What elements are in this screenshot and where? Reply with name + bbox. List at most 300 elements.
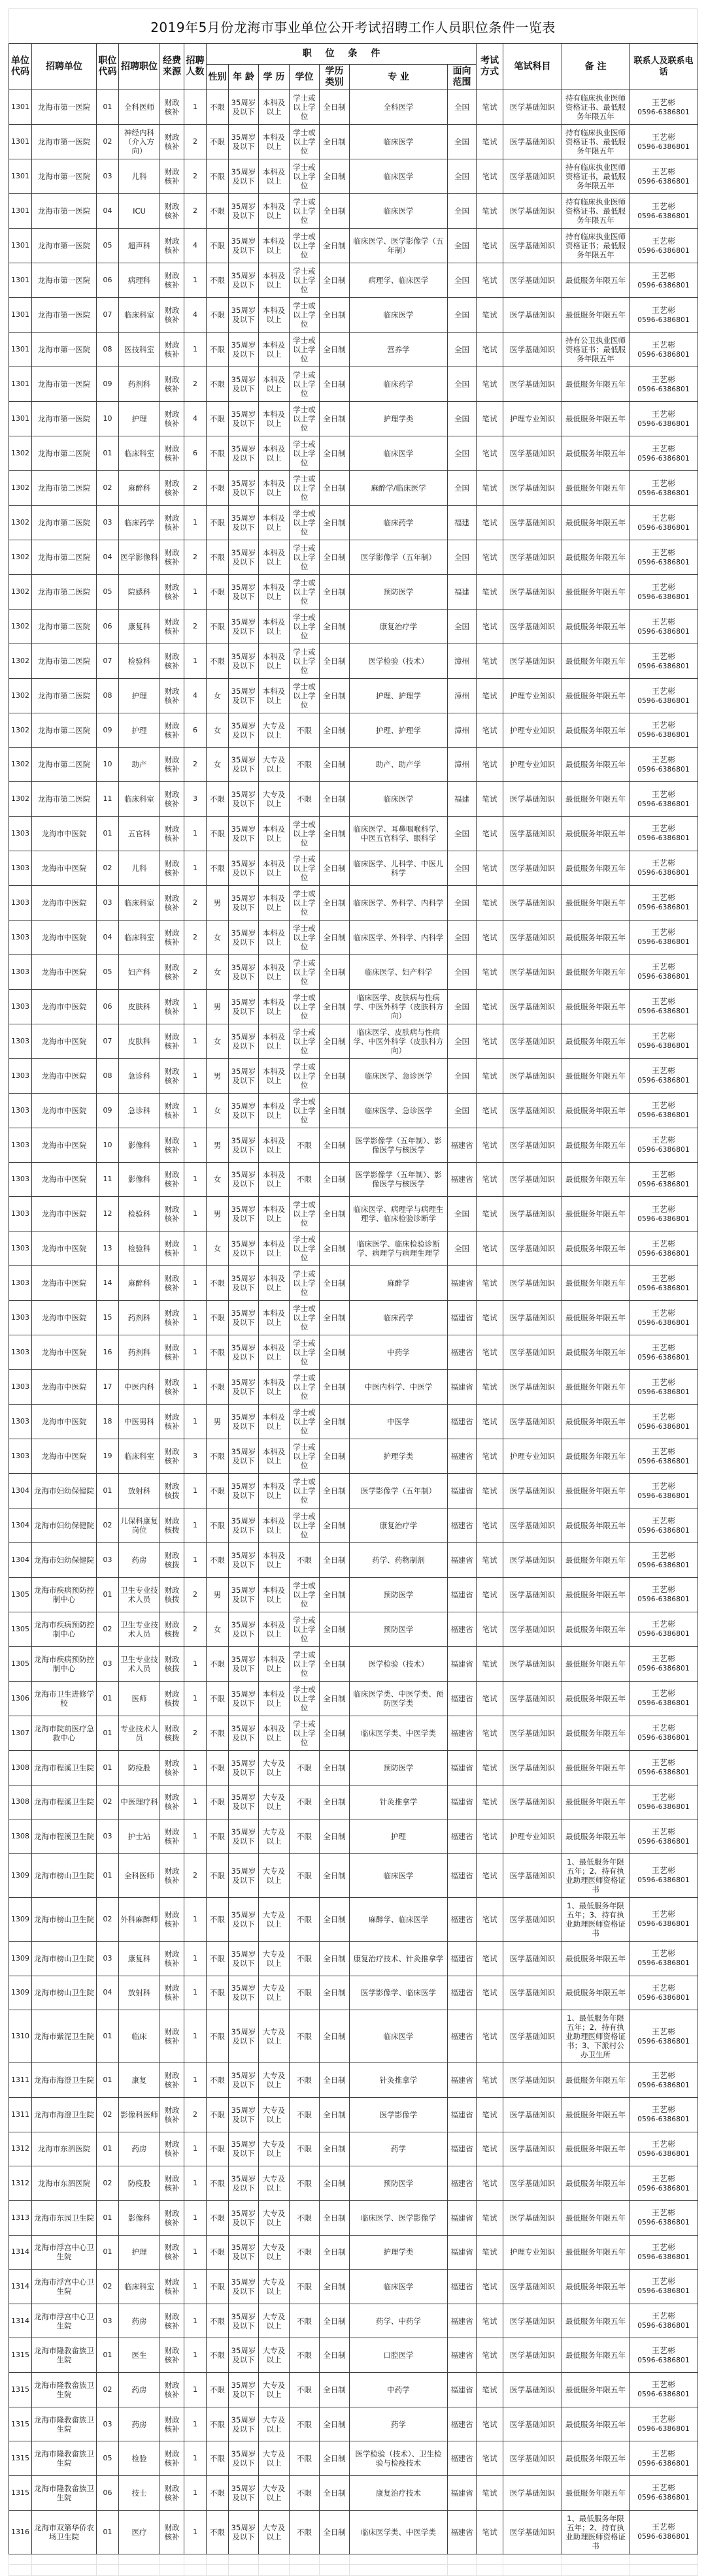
contact-cell [630,954,698,989]
subject-cell: 护理专业知识 [503,713,562,748]
funding-cell: 财政核补 [160,1335,184,1370]
contact-cell [630,2010,698,2063]
education-cell: 本科及以上 [259,1266,290,1301]
contact-name: 王艺彬 [652,858,676,868]
count-cell: 1 [184,1335,207,1370]
major-cell: 预防医学 [350,2166,448,2201]
subject-cell: 医学基础知识 [503,1785,562,1819]
post-code-cell: 02 [97,2097,119,2132]
table-row [9,1646,698,1681]
exam-cell: 笔试 [477,1543,503,1578]
exam-cell: 笔试 [477,402,503,436]
table-row [9,1093,698,1128]
major-cell: 临床医学 [350,2010,448,2063]
funding-cell: 财政核补 [160,367,184,402]
major-cell: 康复治疗技术 [350,2476,448,2511]
major-cell: 医学影像学、临床医学 [350,1976,448,2010]
contact-cell [630,747,698,782]
unit-code-cell: 1303 [9,851,32,885]
contact-name: 王艺彬 [652,1983,676,1993]
unit-cell: 龙海市东泗医院 [32,2166,97,2201]
contact-cell [630,989,698,1024]
scope-cell: 全国 [448,436,477,471]
table-row [9,1716,698,1750]
table-row [9,1405,698,1439]
post-cell: 院感科 [119,575,160,610]
age-cell: 35周岁及以下 [229,1439,259,1474]
table-row [9,1231,698,1266]
gender-cell: 不限 [207,90,229,125]
scope-cell: 全国 [448,920,477,954]
post-cell: 中医男科 [119,1405,160,1439]
exam-cell: 笔试 [477,575,503,610]
edu-type-cell: 全日制 [320,90,350,125]
note-cell: 最低服务年限五年 [562,1058,630,1093]
education-cell: 本科及以上 [259,125,290,159]
unit-cell: 龙海市中医院 [32,954,97,989]
edu-type-cell: 全日制 [320,1716,350,1750]
unit-cell: 龙海市中医院 [32,1301,97,1335]
funding-cell: 财政核补 [160,2270,184,2304]
note-cell: 最低服务年限五年 [562,1612,630,1646]
contact-phone: 0596-6386801 [637,316,690,324]
table-row [9,782,698,817]
major-cell: 医学影像学 [350,2097,448,2132]
funding-cell: 财政核拨 [160,1646,184,1681]
table-row [9,2441,698,2476]
gender-cell: 女 [207,1612,229,1646]
note-cell: 最低服务年限五年 [562,1474,630,1508]
education-cell: 本科及以上 [259,851,290,885]
degree-cell: 学士或以上学位 [290,1093,320,1128]
exam-cell: 笔试 [477,506,503,540]
table-row [9,610,698,644]
contact-phone: 0596-6386801 [637,281,690,289]
subject-cell: 医学基础知识 [503,1681,562,1716]
table-row [9,2476,698,2511]
major-cell: 临床医学、皮肤病与性病学、中医外科学（皮肤科方向） [350,1024,448,1058]
note-cell: 最低服务年限五年 [562,367,630,402]
subject-cell: 医学基础知识 [503,263,562,298]
scope-cell: 福建省 [448,2200,477,2235]
contact-cell [630,1577,698,1612]
funding-cell: 财政核补 [160,782,184,817]
contact-cell [630,1266,698,1301]
major-cell: 临床医学、妇产科学 [350,954,448,989]
contact-phone: 0596-6386801 [637,2287,690,2296]
header-post-code: 职位代码 [97,44,119,90]
exam-cell: 笔试 [477,644,503,679]
table-row [9,954,698,989]
exam-cell: 笔试 [477,1612,503,1646]
post-code-cell: 16 [97,1335,119,1370]
scope-cell: 全国 [448,90,477,125]
gender-cell: 不限 [207,610,229,644]
unit-cell: 龙海市浮宫中心卫生院 [32,2304,97,2338]
note-cell: 最低服务年限五年 [562,1128,630,1162]
funding-cell: 财政核补 [160,159,184,194]
subject-cell: 医学基础知识 [503,229,562,263]
subject-cell: 医学基础知识 [503,2304,562,2338]
age-cell: 35周岁及以下 [229,1612,259,1646]
table-row [9,402,698,436]
contact-cell [630,816,698,851]
post-code-cell: 09 [97,367,119,402]
edu-type-cell: 全日制 [320,1646,350,1681]
major-cell: 针灸推拿学 [350,1785,448,1819]
age-cell: 35周岁及以下 [229,2200,259,2235]
unit-code-cell: 1301 [9,402,32,436]
exam-cell: 笔试 [477,2270,503,2304]
count-cell: 1 [184,1370,207,1405]
edu-type-cell: 全日制 [320,2476,350,2511]
table-row [9,2132,698,2166]
edu-type-cell: 全日制 [320,1197,350,1231]
scope-cell: 漳州 [448,713,477,748]
education-cell: 本科及以上 [259,1024,290,1058]
unit-code-cell: 1301 [9,125,32,159]
education-cell: 本科及以上 [259,644,290,679]
exam-cell: 笔试 [477,1508,503,1543]
post-cell: 临床科室 [119,782,160,817]
contact-phone: 0596-6386801 [637,593,690,601]
contact-cell [630,1853,698,1897]
funding-cell: 财政核补 [160,1785,184,1819]
post-code-cell: 17 [97,1370,119,1405]
major-cell: 中药学 [350,2373,448,2407]
post-code-cell: 19 [97,1439,119,1474]
education-cell: 本科及以上 [259,159,290,194]
contact-name: 王艺彬 [652,1412,676,1422]
post-cell: 药房 [119,2132,160,2166]
education-cell: 本科及以上 [259,954,290,989]
contact-name: 王艺彬 [652,201,676,211]
unit-code-cell: 1301 [9,367,32,402]
education-cell: 本科及以上 [259,471,290,506]
exam-cell: 笔试 [477,194,503,229]
count-cell: 1 [184,2373,207,2407]
note-cell: 最低服务年限五年 [562,713,630,748]
scope-cell: 福建省 [448,1853,477,1897]
unit-cell: 龙海市院前医疗急救中心 [32,1716,97,1750]
unit-cell: 龙海市妇幼保健院 [32,1543,97,1578]
major-cell: 预防医学 [350,1612,448,1646]
count-cell: 2 [184,747,207,782]
degree-cell: 学士或以上学位 [290,1577,320,1612]
post-code-cell: 02 [97,2373,119,2407]
major-cell: 预防医学 [350,575,448,610]
table-row [9,2270,698,2304]
post-cell: 妇产科 [119,954,160,989]
edu-type-cell: 全日制 [320,1577,350,1612]
header-age: 年 龄 [229,65,259,90]
unit-code-cell: 1303 [9,1266,32,1301]
age-cell: 35周岁及以下 [229,954,259,989]
post-cell: 检验科 [119,644,160,679]
post-cell: 护士站 [119,1819,160,1854]
education-cell: 大专及以上 [259,2235,290,2270]
contact-cell [630,713,698,748]
funding-cell: 财政核补 [160,1976,184,2010]
header-subject: 笔试科目 [503,44,562,90]
degree-cell: 不限 [290,782,320,817]
major-cell: 麻醉学 [350,1266,448,1301]
empty-row [9,2554,698,2565]
unit-cell: 龙海市中医院 [32,1439,97,1474]
exam-cell: 笔试 [477,989,503,1024]
edu-type-cell: 全日制 [320,2270,350,2304]
table-row [9,851,698,885]
note-cell: 最低服务年限五年 [562,1301,630,1335]
table-row [9,1439,698,1474]
gender-cell: 不限 [207,644,229,679]
note-cell: 最低服务年限五年 [562,885,630,920]
contact-name: 王艺彬 [652,1620,676,1629]
unit-code-cell: 1303 [9,1058,32,1093]
age-cell: 35周岁及以下 [229,851,259,885]
degree-cell: 学士或以上学位 [290,159,320,194]
scope-cell: 福建省 [448,2270,477,2304]
post-cell: 药剂科 [119,1301,160,1335]
major-cell: 临床医学 [350,1853,448,1897]
age-cell: 35周岁及以下 [229,713,259,748]
post-cell: 医师 [119,1681,160,1716]
age-cell: 35周岁及以下 [229,194,259,229]
exam-cell: 笔试 [477,2373,503,2407]
education-cell: 本科及以上 [259,90,290,125]
note-cell: 最低服务年限五年 [562,1162,630,1197]
post-cell: 临床科室 [119,920,160,954]
subject-cell: 医学基础知识 [503,2132,562,2166]
contact-cell [630,1646,698,1681]
subject-cell: 医学基础知识 [503,1024,562,1058]
subject-cell: 医学基础知识 [503,2441,562,2476]
edu-type-cell: 全日制 [320,1976,350,2010]
subject-cell: 医学基础知识 [503,1612,562,1646]
edu-type-cell: 全日制 [320,2097,350,2132]
edu-type-cell: 全日制 [320,2132,350,2166]
funding-cell: 财政核拨 [160,1474,184,1508]
unit-code-cell: 1302 [9,471,32,506]
table-row [9,1941,698,1976]
post-cell: 药剂科 [119,1335,160,1370]
unit-code-cell: 1303 [9,1405,32,1439]
contact-phone: 0596-6386801 [637,2390,690,2399]
education-cell: 大专及以上 [259,2304,290,2338]
exam-cell: 笔试 [477,1197,503,1231]
contact-cell [630,1474,698,1508]
exam-cell: 笔试 [477,851,503,885]
scope-cell: 福建省 [448,1266,477,1301]
age-cell: 35周岁及以下 [229,1266,259,1301]
education-cell: 本科及以上 [259,540,290,575]
unit-code-cell: 1304 [9,1543,32,1578]
post-cell: 临床科室 [119,2270,160,2304]
exam-cell: 笔试 [477,1231,503,1266]
subject-cell: 医学基础知识 [503,1716,562,1750]
contact-cell [630,2097,698,2132]
unit-code-cell: 1309 [9,1853,32,1897]
note-cell: 最低服务年限五年 [562,2132,630,2166]
major-cell: 中药学 [350,1335,448,1370]
unit-cell: 龙海市第一医院 [32,125,97,159]
exam-cell: 笔试 [477,747,503,782]
funding-cell: 财政核补 [160,263,184,298]
funding-cell: 财政核补 [160,1370,184,1405]
table-row [9,816,698,851]
exam-cell: 笔试 [477,1785,503,1819]
unit-cell: 龙海市中医院 [32,1024,97,1058]
gender-cell: 不限 [207,333,229,367]
subject-cell: 医学基础知识 [503,1162,562,1197]
exam-cell: 笔试 [477,1128,503,1162]
note-cell: 最低服务年限五年 [562,1941,630,1976]
exam-cell: 笔试 [477,679,503,713]
note-cell: 最低服务年限五年 [562,402,630,436]
subject-cell: 医学基础知识 [503,2270,562,2304]
funding-cell: 财政核补 [160,2510,184,2554]
exam-cell: 笔试 [477,159,503,194]
degree-cell: 不限 [290,1543,320,1578]
degree-cell: 学士或以上学位 [290,1301,320,1335]
exam-cell: 笔试 [477,540,503,575]
contact-name: 王艺彬 [652,1239,676,1248]
education-cell: 本科及以上 [259,367,290,402]
gender-cell: 不限 [207,575,229,610]
contact-name: 王艺彬 [652,2449,676,2458]
header-gender: 性别 [207,65,229,90]
exam-cell: 笔试 [477,2010,503,2063]
age-cell: 35周岁及以下 [229,1819,259,1854]
subject-cell: 医学基础知识 [503,1897,562,1941]
edu-type-cell: 全日制 [320,920,350,954]
funding-cell: 财政核补 [160,747,184,782]
contact-name: 王艺彬 [652,962,676,972]
education-cell: 大专及以上 [259,2338,290,2373]
contact-phone: 0596-6386801 [637,1318,690,1327]
empty-row [9,2565,698,2576]
degree-cell: 不限 [290,1750,320,1785]
count-cell: 4 [184,402,207,436]
contact-name: 王艺彬 [652,409,676,419]
funding-cell: 财政核补 [160,1093,184,1128]
note-cell: 最低服务年限五年 [562,1439,630,1474]
age-cell: 35周岁及以下 [229,2476,259,2511]
major-cell: 临床医学、外科学、内科学 [350,920,448,954]
post-cell: 临床科室 [119,436,160,471]
contact-cell [630,229,698,263]
funding-cell: 财政核补 [160,1439,184,1474]
contact-phone: 0596-6386801 [637,2149,690,2158]
contact-name: 王艺彬 [652,617,676,627]
education-cell: 本科及以上 [259,989,290,1024]
table-row [9,1197,698,1231]
education-cell: 本科及以上 [259,1439,290,1474]
table-row [9,2200,698,2235]
unit-cell: 龙海市第一医院 [32,367,97,402]
funding-cell: 财政核补 [160,2373,184,2407]
note-cell: 最低服务年限五年 [562,540,630,575]
funding-cell: 财政核补 [160,1266,184,1301]
major-cell: 临床医学 [350,298,448,333]
contact-name: 王艺彬 [652,2139,676,2149]
gender-cell: 女 [207,713,229,748]
post-cell: 皮肤科 [119,1024,160,1058]
education-cell: 大专及以上 [259,2200,290,2235]
age-cell: 35周岁及以下 [229,2063,259,2098]
subject-cell: 护理专业知识 [503,747,562,782]
subject-cell: 医学基础知识 [503,2373,562,2407]
degree-cell: 学士或以上学位 [290,229,320,263]
major-cell: 护理、护理学 [350,713,448,748]
education-cell: 大专及以上 [259,2476,290,2511]
contact-name: 王艺彬 [652,1343,676,1352]
post-code-cell: 10 [97,402,119,436]
note-cell: 最低服务年限五年 [562,2097,630,2132]
count-cell: 1 [184,816,207,851]
contact-phone: 0596-6386801 [637,142,690,151]
subject-cell: 医学基础知识 [503,644,562,679]
note-cell: 持有临床执业医师资格证书、最低服务年限五年 [562,90,630,125]
exam-cell: 笔试 [477,1976,503,2010]
post-cell: 中医内科 [119,1370,160,1405]
contact-phone: 0596-6386801 [637,419,690,428]
major-cell: 康复治疗技术、针灸推拿学 [350,1941,448,1976]
exam-cell: 笔试 [477,610,503,644]
funding-cell: 财政核补 [160,2235,184,2270]
exam-cell: 笔试 [477,2166,503,2201]
contact-cell [630,1716,698,1750]
funding-cell: 财政核补 [160,2132,184,2166]
gender-cell: 不限 [207,436,229,471]
contact-cell [630,644,698,679]
contact-name: 王艺彬 [652,305,676,315]
exam-cell: 笔试 [477,713,503,748]
count-cell: 1 [184,1897,207,1941]
contact-name: 王艺彬 [652,1949,676,1959]
edu-type-cell: 全日制 [320,679,350,713]
unit-code-cell: 1302 [9,713,32,748]
post-code-cell: 10 [97,747,119,782]
contact-cell [630,2476,698,2511]
post-code-cell: 12 [97,1197,119,1231]
degree-cell: 不限 [290,2476,320,2511]
contact-cell [630,1819,698,1854]
funding-cell: 财政核补 [160,644,184,679]
post-code-cell: 01 [97,1853,119,1897]
post-cell: 放射科 [119,1976,160,2010]
edu-type-cell: 全日制 [320,1941,350,1976]
post-cell: 医技科室 [119,333,160,367]
table-row [9,644,698,679]
post-code-cell: 06 [97,610,119,644]
note-cell: 最低服务年限五年 [562,2441,630,2476]
contact-cell [630,2407,698,2441]
scope-cell: 福建省 [448,1785,477,1819]
header-row-1 [9,44,698,65]
age-cell: 35周岁及以下 [229,1543,259,1578]
edu-type-cell: 全日制 [320,2010,350,2063]
contact-name: 王艺彬 [652,2070,676,2080]
contact-cell [630,1128,698,1162]
degree-cell: 不限 [290,2270,320,2304]
exam-cell: 笔试 [477,436,503,471]
degree-cell: 不限 [290,2235,320,2270]
note-cell: 最低服务年限五年 [562,989,630,1024]
post-code-cell: 11 [97,1162,119,1197]
contact-phone: 0596-6386801 [637,2356,690,2364]
post-code-cell: 02 [97,1785,119,1819]
